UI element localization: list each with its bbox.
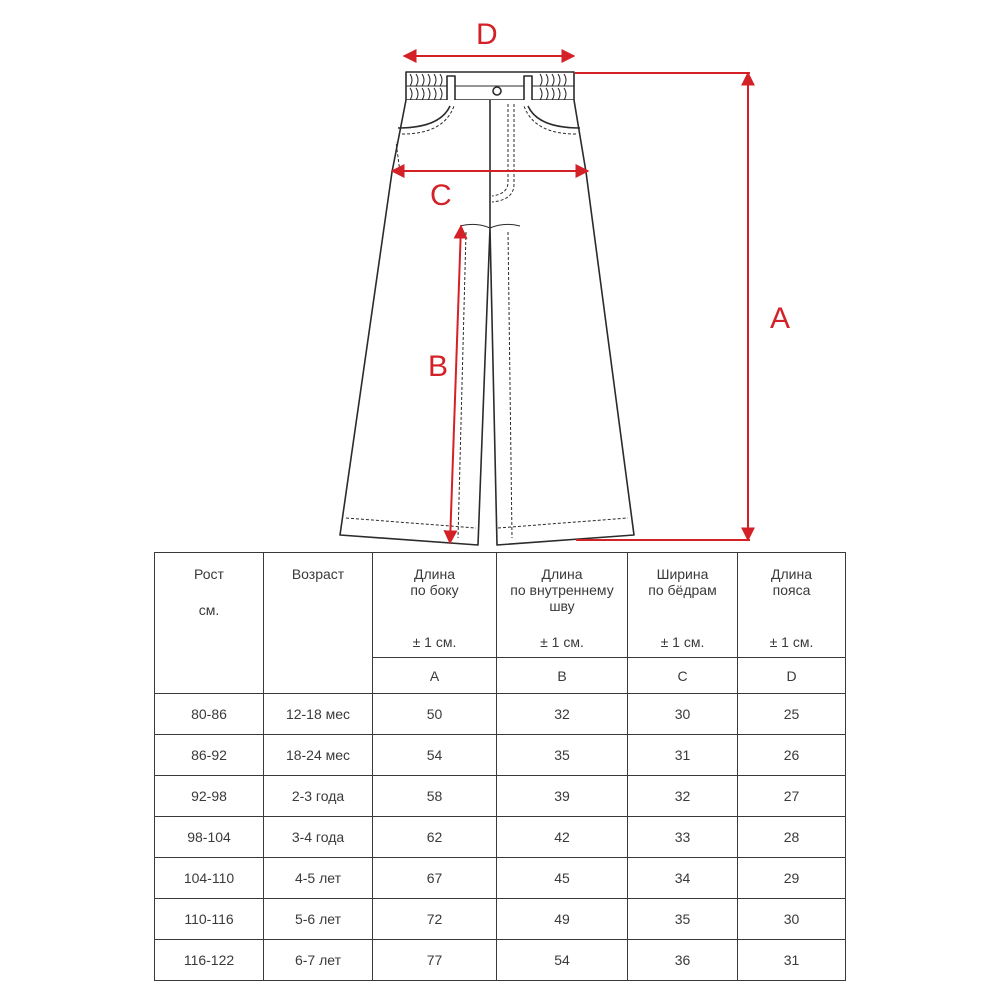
cell-height: 92-98: [155, 776, 264, 817]
cell-a: 72: [373, 899, 497, 940]
code-c: C: [628, 658, 738, 694]
header-col-a: Длина по боку ± 1 см.: [373, 553, 497, 658]
cell-age: 2-3 года: [264, 776, 373, 817]
label-c: C: [430, 179, 452, 212]
cell-c: 32: [628, 776, 738, 817]
cell-age: 5-6 лет: [264, 899, 373, 940]
size-chart-table: [154, 552, 846, 981]
cell-age: 6-7 лет: [264, 940, 373, 981]
header-col-c: Ширина по бёдрам ± 1 см.: [628, 553, 738, 658]
table-header-row: [155, 553, 846, 658]
header-col-b: Длина по внутреннему шву ± 1 см.: [497, 553, 628, 658]
table-row: [155, 940, 846, 981]
cell-a: 58: [373, 776, 497, 817]
cell-b: 35: [497, 735, 628, 776]
cell-height: 110-116: [155, 899, 264, 940]
cell-a: 54: [373, 735, 497, 776]
cell-age: 18-24 мес: [264, 735, 373, 776]
code-b: B: [497, 658, 628, 694]
label-b: B: [428, 350, 449, 383]
cell-d: 25: [738, 694, 846, 735]
label-a: A: [770, 302, 791, 335]
cell-d: 28: [738, 817, 846, 858]
table-row: [155, 858, 846, 899]
cell-d: 27: [738, 776, 846, 817]
cell-age: 12-18 мес: [264, 694, 373, 735]
cell-b: 39: [497, 776, 628, 817]
table-row: [155, 899, 846, 940]
cell-b: 49: [497, 899, 628, 940]
header-height: Рост см.: [155, 553, 264, 694]
table-row: [155, 735, 846, 776]
cell-c: 31: [628, 735, 738, 776]
table-row: [155, 694, 846, 735]
cell-b: 54: [497, 940, 628, 981]
cell-height: 116-122: [155, 940, 264, 981]
cell-age: 4-5 лет: [264, 858, 373, 899]
cell-d: 30: [738, 899, 846, 940]
table-row: [155, 776, 846, 817]
cell-age: 3-4 года: [264, 817, 373, 858]
code-a: A: [373, 658, 497, 694]
cell-b: 45: [497, 858, 628, 899]
cell-c: 30: [628, 694, 738, 735]
cell-d: 31: [738, 940, 846, 981]
cell-c: 33: [628, 817, 738, 858]
cell-height: 86-92: [155, 735, 264, 776]
cell-height: 80-86: [155, 694, 264, 735]
pants-outline: [340, 72, 634, 545]
code-d: D: [738, 658, 846, 694]
cell-c: 35: [628, 899, 738, 940]
cell-c: 34: [628, 858, 738, 899]
cell-b: 42: [497, 817, 628, 858]
cell-height: 98-104: [155, 817, 264, 858]
label-d: D: [476, 18, 498, 51]
cell-height: 104-110: [155, 858, 264, 899]
header-age: Возраст: [264, 553, 373, 694]
cell-c: 36: [628, 940, 738, 981]
cell-a: 50: [373, 694, 497, 735]
cell-d: 29: [738, 858, 846, 899]
cell-a: 67: [373, 858, 497, 899]
cell-d: 26: [738, 735, 846, 776]
cell-a: 77: [373, 940, 497, 981]
header-col-d: Длина пояса ± 1 см.: [738, 553, 846, 658]
cell-a: 62: [373, 817, 497, 858]
table-row: [155, 817, 846, 858]
cell-b: 32: [497, 694, 628, 735]
